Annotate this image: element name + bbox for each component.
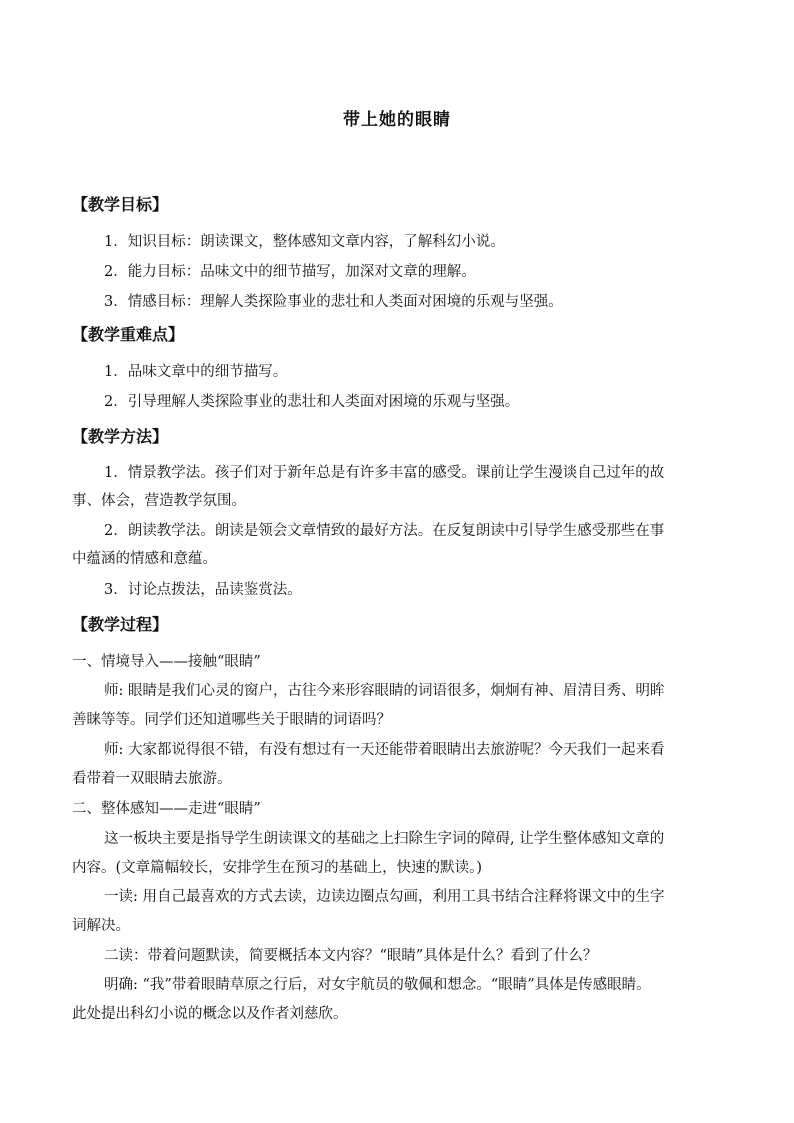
process-line: 明确: “我”带着眼睛草原之行后，对女宇航员的敬佩和想念。“眼睛”具体是传感眼睛。 bbox=[104, 977, 651, 993]
goal-item: 1．知识目标：朗读课文，整体感知文章内容，了解科幻小说。 bbox=[104, 234, 505, 250]
section-heading-process: 【教学过程】 bbox=[72, 615, 169, 634]
method-line: 2．朗读教学法。朗读是领会文章情致的最好方法。在反复朗读中引导学生感受那些在事 bbox=[104, 523, 665, 539]
section-heading-methods: 【教学方法】 bbox=[72, 427, 169, 446]
process-line: 二读：带着问题默读，简要概括本文内容？“眼睛”具体是什么？看到了什么？ bbox=[104, 948, 598, 964]
method-line: 3．讨论点拨法，品读鉴赏法。 bbox=[104, 582, 302, 598]
section-heading-goals: 【教学目标】 bbox=[72, 195, 169, 214]
key-point-item: 1．品味文章中的细节描写。 bbox=[104, 364, 288, 380]
goal-item: 2．能力目标：品味文中的细节描写，加深对文章的理解。 bbox=[104, 264, 476, 280]
key-point-item: 2．引导理解人类探险事业的悲壮和人类面对困境的乐观与坚强。 bbox=[104, 394, 520, 410]
method-line: 中蕴涵的情感和意蕴。 bbox=[72, 551, 217, 567]
process-line: 师: 大家都说得很不错，有没有想过有一天还能带着眼睛出去旅游呢？今天我们一起来看 bbox=[104, 742, 665, 758]
process-line: 看带着一双眼睛去旅游。 bbox=[72, 771, 232, 787]
process-line: 善睐等等。同学们还知道哪些关于眼睛的词语吗？ bbox=[72, 712, 391, 728]
process-line: 一、情境导入——接触“眼睛” bbox=[72, 654, 261, 670]
document-title: 带上她的眼睛 bbox=[343, 110, 451, 130]
goal-item: 3．情感目标：理解人类探险事业的悲壮和人类面对困境的乐观与坚强。 bbox=[104, 294, 563, 310]
process-line: 师: 眼睛是我们心灵的窗户，古往今来形容眼睛的词语很多，炯炯有神、眉清目秀、明眸 bbox=[104, 683, 665, 699]
process-line: 二、整体感知——走进“眼睛” bbox=[72, 801, 261, 817]
process-line: 此处提出科幻小说的概念以及作者刘慈欣。 bbox=[72, 1006, 348, 1022]
section-heading-key-points: 【教学重难点】 bbox=[72, 325, 185, 344]
method-line: 事、体会，营造教学氛围。 bbox=[72, 493, 246, 509]
process-line: 内容。(文章篇幅较长，安排学生在预习的基础上，快速的默读。) bbox=[72, 860, 483, 876]
method-line: 1．情景教学法。孩子们对于新年总是有许多丰富的感受。课前让学生漫谈自己过年的故 bbox=[104, 465, 665, 481]
process-line: 词解决。 bbox=[72, 918, 130, 934]
process-line: 一读: 用自己最喜欢的方式去读，边读边圈点勾画，利用工具书结合注释将课文中的生字 bbox=[104, 889, 665, 905]
process-line: 这一板块主要是指导学生朗读课文的基础之上扫除生字词的障碍, 让学生整体感知文章的 bbox=[104, 831, 665, 847]
